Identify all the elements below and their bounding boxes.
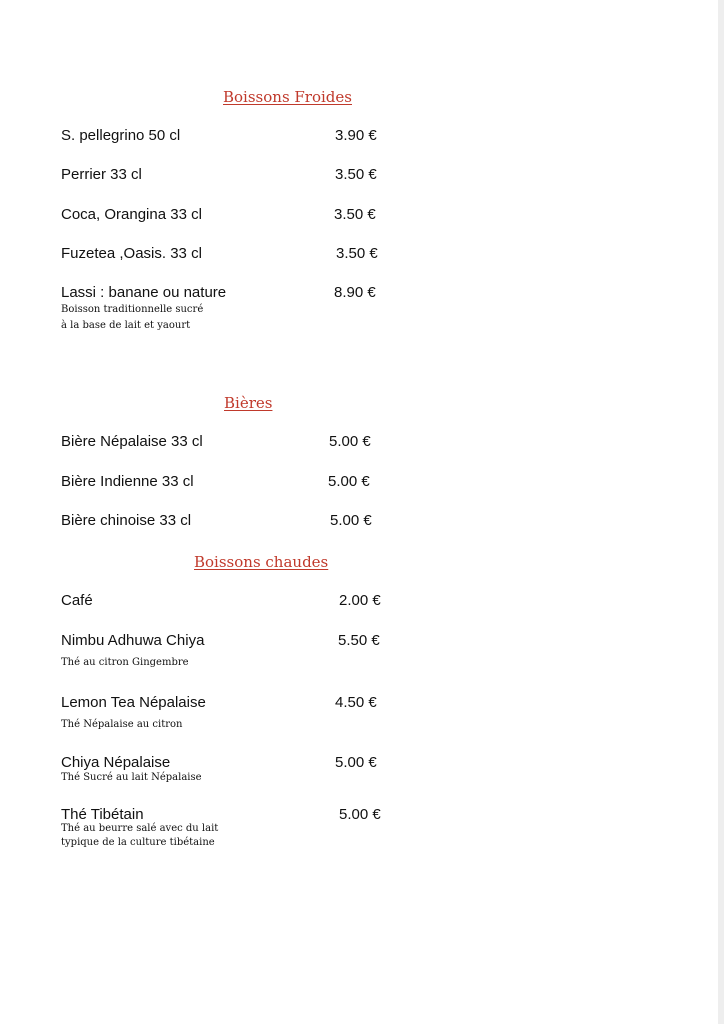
item-name: Chiya Népalaise [61, 754, 171, 771]
item-price: 5.00 € [339, 806, 381, 823]
item-name: Fuzetea ,Oasis. 33 cl [61, 245, 202, 262]
section-title-cold-drinks: Boissons Froides [223, 88, 352, 106]
item-name: Perrier 33 cl [61, 166, 142, 183]
item-name: Coca, Orangina 33 cl [61, 206, 202, 223]
item-name: Lemon Tea Népalaise [61, 694, 206, 711]
item-price: 8.90 € [334, 284, 376, 301]
item-price: 5.00 € [329, 433, 371, 450]
item-description: Boisson traditionnelle sucré [61, 304, 204, 315]
item-price: 3.50 € [335, 166, 377, 183]
item-price: 3.50 € [336, 245, 378, 262]
item-description: Thé au citron Gingembre [61, 657, 189, 668]
item-description: Thé au beurre salé avec du lait [61, 823, 219, 834]
item-name: Bière Népalaise 33 cl [61, 433, 203, 450]
item-price: 3.50 € [334, 206, 376, 223]
item-name: S. pellegrino 50 cl [61, 127, 181, 144]
item-name: Nimbu Adhuwa Chiya [61, 632, 205, 649]
item-name: Thé Tibétain [61, 806, 144, 823]
item-name: Lassi : banane ou nature [61, 284, 227, 301]
item-description: à la base de lait et yaourt [61, 320, 191, 331]
section-title-hot-drinks: Boissons chaudes [194, 553, 329, 571]
item-name: Café [61, 592, 93, 609]
section-title-beers: Bières [224, 394, 273, 412]
item-price: 5.00 € [335, 754, 377, 771]
item-price: 5.00 € [328, 473, 370, 490]
item-price: 2.00 € [339, 592, 381, 609]
page-edge [718, 0, 724, 1024]
item-name: Bière chinoise 33 cl [61, 512, 192, 529]
item-description: typique de la culture tibétaine [61, 837, 215, 848]
item-price: 3.90 € [335, 127, 377, 144]
item-description: Thé Sucré au lait Népalaise [61, 772, 202, 783]
item-price: 5.00 € [330, 512, 372, 529]
item-price: 5.50 € [338, 632, 380, 649]
item-price: 4.50 € [335, 694, 377, 711]
item-description: Thé Népalaise au citron [61, 719, 183, 730]
item-name: Bière Indienne 33 cl [61, 473, 194, 490]
